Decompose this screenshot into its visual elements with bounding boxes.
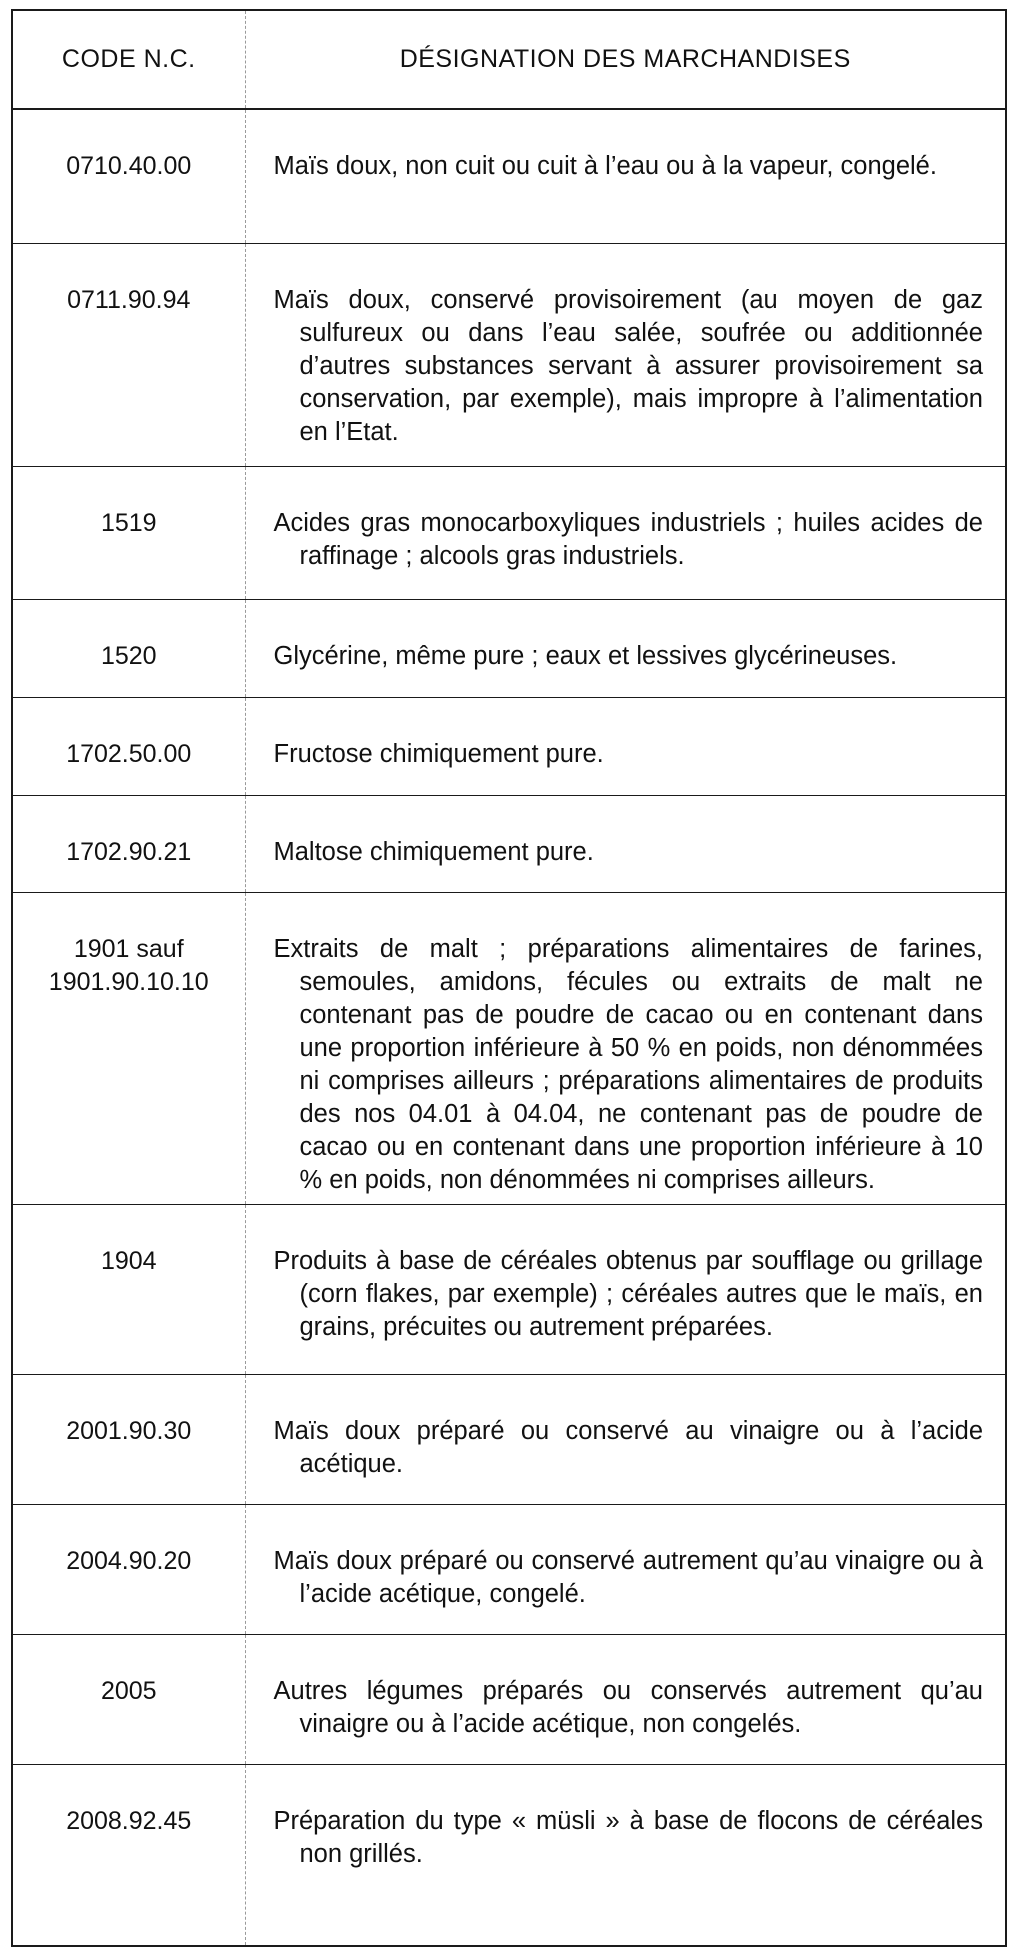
- code-cell: 1904: [12, 1204, 245, 1374]
- goods-table: [11, 9, 1007, 1947]
- code-cell: 1520: [12, 599, 245, 697]
- table-row: [12, 1374, 1006, 1504]
- description-cell: Maïs doux, non cuit ou cuit à l’eau ou à la vapeur, congelé.: [245, 109, 1006, 243]
- code-cell: 0710.40.00: [12, 109, 245, 243]
- header-code: CODE N.C.: [12, 10, 245, 109]
- table-row: [12, 109, 1006, 243]
- table-row: [12, 795, 1006, 892]
- description-cell: Maïs doux préparé ou conservé autrement qu’au vinaigre ou à l’acide acétique, congelé.: [245, 1504, 1006, 1634]
- code-cell: 1702.90.21: [12, 795, 245, 892]
- code-cell: 2008.92.45: [12, 1764, 245, 1946]
- description-cell: Maïs doux préparé ou conservé au vinaigre ou à l’acide acétique.: [245, 1374, 1006, 1504]
- description-cell: Autres légumes préparés ou conservés autrement qu’au vinaigre ou à l’acide acétique, non congelés.: [245, 1634, 1006, 1764]
- table-row: [12, 697, 1006, 795]
- code-cell: 1519: [12, 466, 245, 599]
- table-row: [12, 466, 1006, 599]
- code-cell: 2004.90.20: [12, 1504, 245, 1634]
- code-cell: 1901 sauf 1901.90.10.10: [12, 892, 245, 1204]
- description-cell: Maltose chimiquement pure.: [245, 795, 1006, 892]
- table-row: [12, 892, 1006, 1204]
- table-header-row: [12, 10, 1006, 109]
- table-row: [12, 1634, 1006, 1764]
- table-row: [12, 243, 1006, 466]
- description-cell: Acides gras monocarboxyliques industriels ; huiles acides de raffinage ; alcools gras industriels.: [245, 466, 1006, 599]
- table-row: [12, 1764, 1006, 1946]
- table-row: [12, 599, 1006, 697]
- code-cell: 1702.50.00: [12, 697, 245, 795]
- code-cell: 2005: [12, 1634, 245, 1764]
- description-cell: Glycérine, même pure ; eaux et lessives glycérineuses.: [245, 599, 1006, 697]
- code-cell: 0711.90.94: [12, 243, 245, 466]
- description-cell: Maïs doux, conservé provisoirement (au moyen de gaz sulfureux ou dans l’eau salée, soufrée ou additionnée d’autres substances servant à assurer provisoirement sa conservation, par exemple), mais impropre à l’alimentation en l’Etat.: [245, 243, 1006, 466]
- header-description: DÉSIGNATION DES MARCHANDISES: [245, 10, 1006, 109]
- table-row: [12, 1204, 1006, 1374]
- description-cell: Préparation du type « müsli » à base de flocons de céréales non grillés.: [273, 1806, 983, 1868]
- description-cell: Produits à base de céréales obtenus par soufflage ou grillage (corn flakes, par exemple) ; céréales autres que le maïs, en grains, précuites ou autrement préparées.: [245, 1204, 1006, 1374]
- description-cell: Fructose chimiquement pure.: [245, 697, 1006, 795]
- table-row: [12, 1504, 1006, 1634]
- description-cell: Extraits de malt ; préparations alimentaires de farines, semoules, amidons, fécules ou extraits de malt ne contenant pas de poudre de cacao ou en contenant dans une proportion inférieure à 50 % en poids, non dénommées ni comprises ailleurs ; préparations alimentaires de produits des nos 04.01 à 04.04, ne contenant pas de poudre de cacao ou en contenant dans une proportion inférieure à 10 % en poids, non dénommées ni comprises ailleurs.: [245, 892, 1006, 1204]
- code-cell: 2001.90.30: [12, 1374, 245, 1504]
